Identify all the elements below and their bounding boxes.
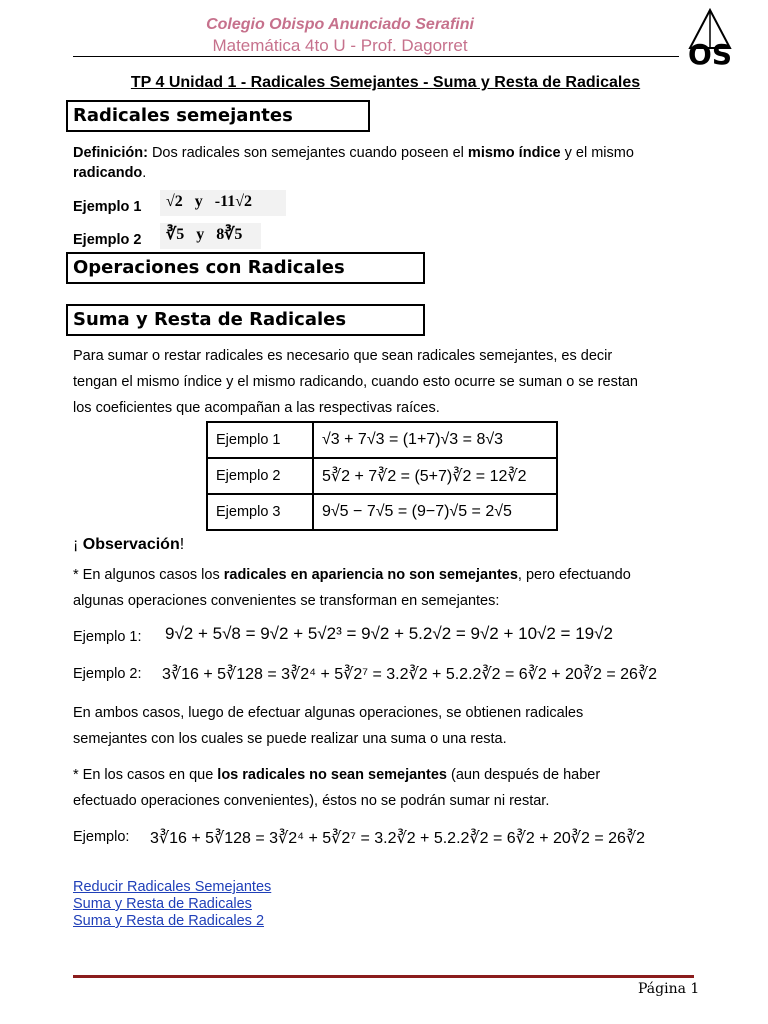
table-row (207, 422, 557, 458)
table-row (207, 494, 557, 530)
example2-label: Ejemplo 2 (73, 232, 142, 248)
definition-bold-2: radicando (73, 165, 143, 181)
example1-label: Ejemplo 1 (73, 199, 142, 215)
table-cell-math: 9√5 − 7√5 = (9−7)√5 = 2√5 (313, 494, 557, 530)
definition-text-2: y el mismo (560, 145, 634, 161)
obs-p2-line2: semejantes con los cuales se puede realizar una suma o una resta. (73, 731, 507, 747)
example1-math: √2 y -11√2 (160, 190, 286, 216)
page-title: TP 4 Unidad 1 - Radicales Semejantes - Suma y Resta de Radicales (130, 74, 641, 91)
link-reducir-radicales[interactable]: Reducir Radicales Semejantes (73, 879, 272, 895)
logo-text: OS (688, 38, 732, 66)
obs-p1-line2: algunas operaciones convenientes se transforman en semejantes: (73, 593, 500, 609)
observation-paragraph-2 (73, 700, 683, 752)
table-cell-label: Ejemplo 2 (207, 458, 313, 494)
observation-title: Observación (82, 536, 180, 553)
links-list (73, 879, 271, 930)
school-name: Colegio Obispo Anunciado Serafini (206, 16, 474, 33)
observation-open: ¡ (73, 536, 83, 553)
header-rule (73, 56, 679, 57)
definition-bold-1: mismo índice (467, 145, 561, 161)
table-cell-math: 5∛2 + 7∛2 = (5+7)∛2 = 12∛2 (313, 458, 557, 494)
obs-example2-label: Ejemplo 2: (73, 666, 142, 682)
obs-p2-line1: En ambos casos, luego de efectuar algunas operaciones, se obtienen radicales (73, 705, 584, 721)
table-cell-math: √3 + 7√3 = (1+7)√3 = 8√3 (313, 422, 557, 458)
obs-p3-line2: efectuado operaciones convenientes), éstos no se podrán sumar ni restar. (73, 793, 550, 809)
course-name: Matemática 4to U - Prof. Dagorret (212, 36, 468, 55)
table-row (207, 458, 557, 494)
obs-p1-a: * En algunos casos los (73, 567, 224, 583)
table-cell-label: Ejemplo 3 (207, 494, 313, 530)
obs-example2-math: 3∛16 + 5∛128 = 3∛2⁴ + 5∛2⁷ = 3.2∛2 + 5.2.2∛2 = 6∛2 + 20∛2 = 26∛2 (162, 666, 657, 683)
obs-p3-bold: los radicales no sean semejantes (217, 767, 447, 783)
obs-p1-b: , pero efectuando (517, 567, 631, 583)
link-suma-resta-2[interactable]: Suma y Resta de Radicales 2 (73, 913, 265, 929)
link-suma-resta[interactable]: Suma y Resta de Radicales (73, 896, 252, 912)
definition-text-1: Dos radicales son semejantes cuando poseen el (147, 145, 468, 161)
examples-table (206, 421, 558, 531)
footer-rule (73, 975, 694, 978)
intro-paragraph (73, 343, 683, 421)
page-number: Página 1 (638, 981, 700, 997)
obs-p1-bold: radicales en apariencia no son semejantes (223, 567, 518, 583)
obs-example1-label: Ejemplo 1: (73, 629, 142, 645)
observation-paragraph-3 (73, 762, 683, 814)
obs-example1-math: 9√2 + 5√8 = 9√2 + 5√2³ = 9√2 + 5.2√2 = 9√2 + 10√2 = 19√2 (165, 624, 613, 643)
section-heading-operaciones: Operaciones con Radicales (66, 252, 425, 284)
observation-paragraph-1 (73, 562, 683, 614)
obs-example3-math: 3∛16 + 5∛128 = 3∛2⁴ + 5∛2⁷ = 3.2∛2 + 5.2.2∛2 = 6∛2 + 20∛2 = 26∛2 (150, 830, 645, 847)
obs-p3-a: * En los casos en que (73, 767, 218, 783)
definition-paragraph (73, 143, 683, 183)
obs-p3-b: (aun después de haber (447, 767, 601, 783)
definition-label: Definición: (73, 145, 148, 161)
school-logo (684, 8, 736, 66)
section-heading-radicales-semejantes: Radicales semejantes (66, 100, 370, 132)
observation-close: ! (179, 536, 185, 553)
table-cell-label: Ejemplo 1 (207, 422, 313, 458)
section-heading-suma-resta: Suma y Resta de Radicales (66, 304, 425, 336)
observation-heading (73, 536, 184, 554)
definition-end: . (142, 165, 147, 181)
intro-line-3: los coeficientes que acompañan a las respectivas raíces. (73, 400, 440, 416)
intro-line-2: tengan el mismo índice y el mismo radicando, cuando esto ocurre se suman o se restan (73, 374, 638, 390)
intro-line-1: Para sumar o restar radicales es necesario que sean radicales semejantes, es decir (73, 348, 613, 364)
example2-math: ∛5 y 8∛5 (160, 223, 261, 249)
obs-example3-label: Ejemplo: (73, 829, 130, 845)
